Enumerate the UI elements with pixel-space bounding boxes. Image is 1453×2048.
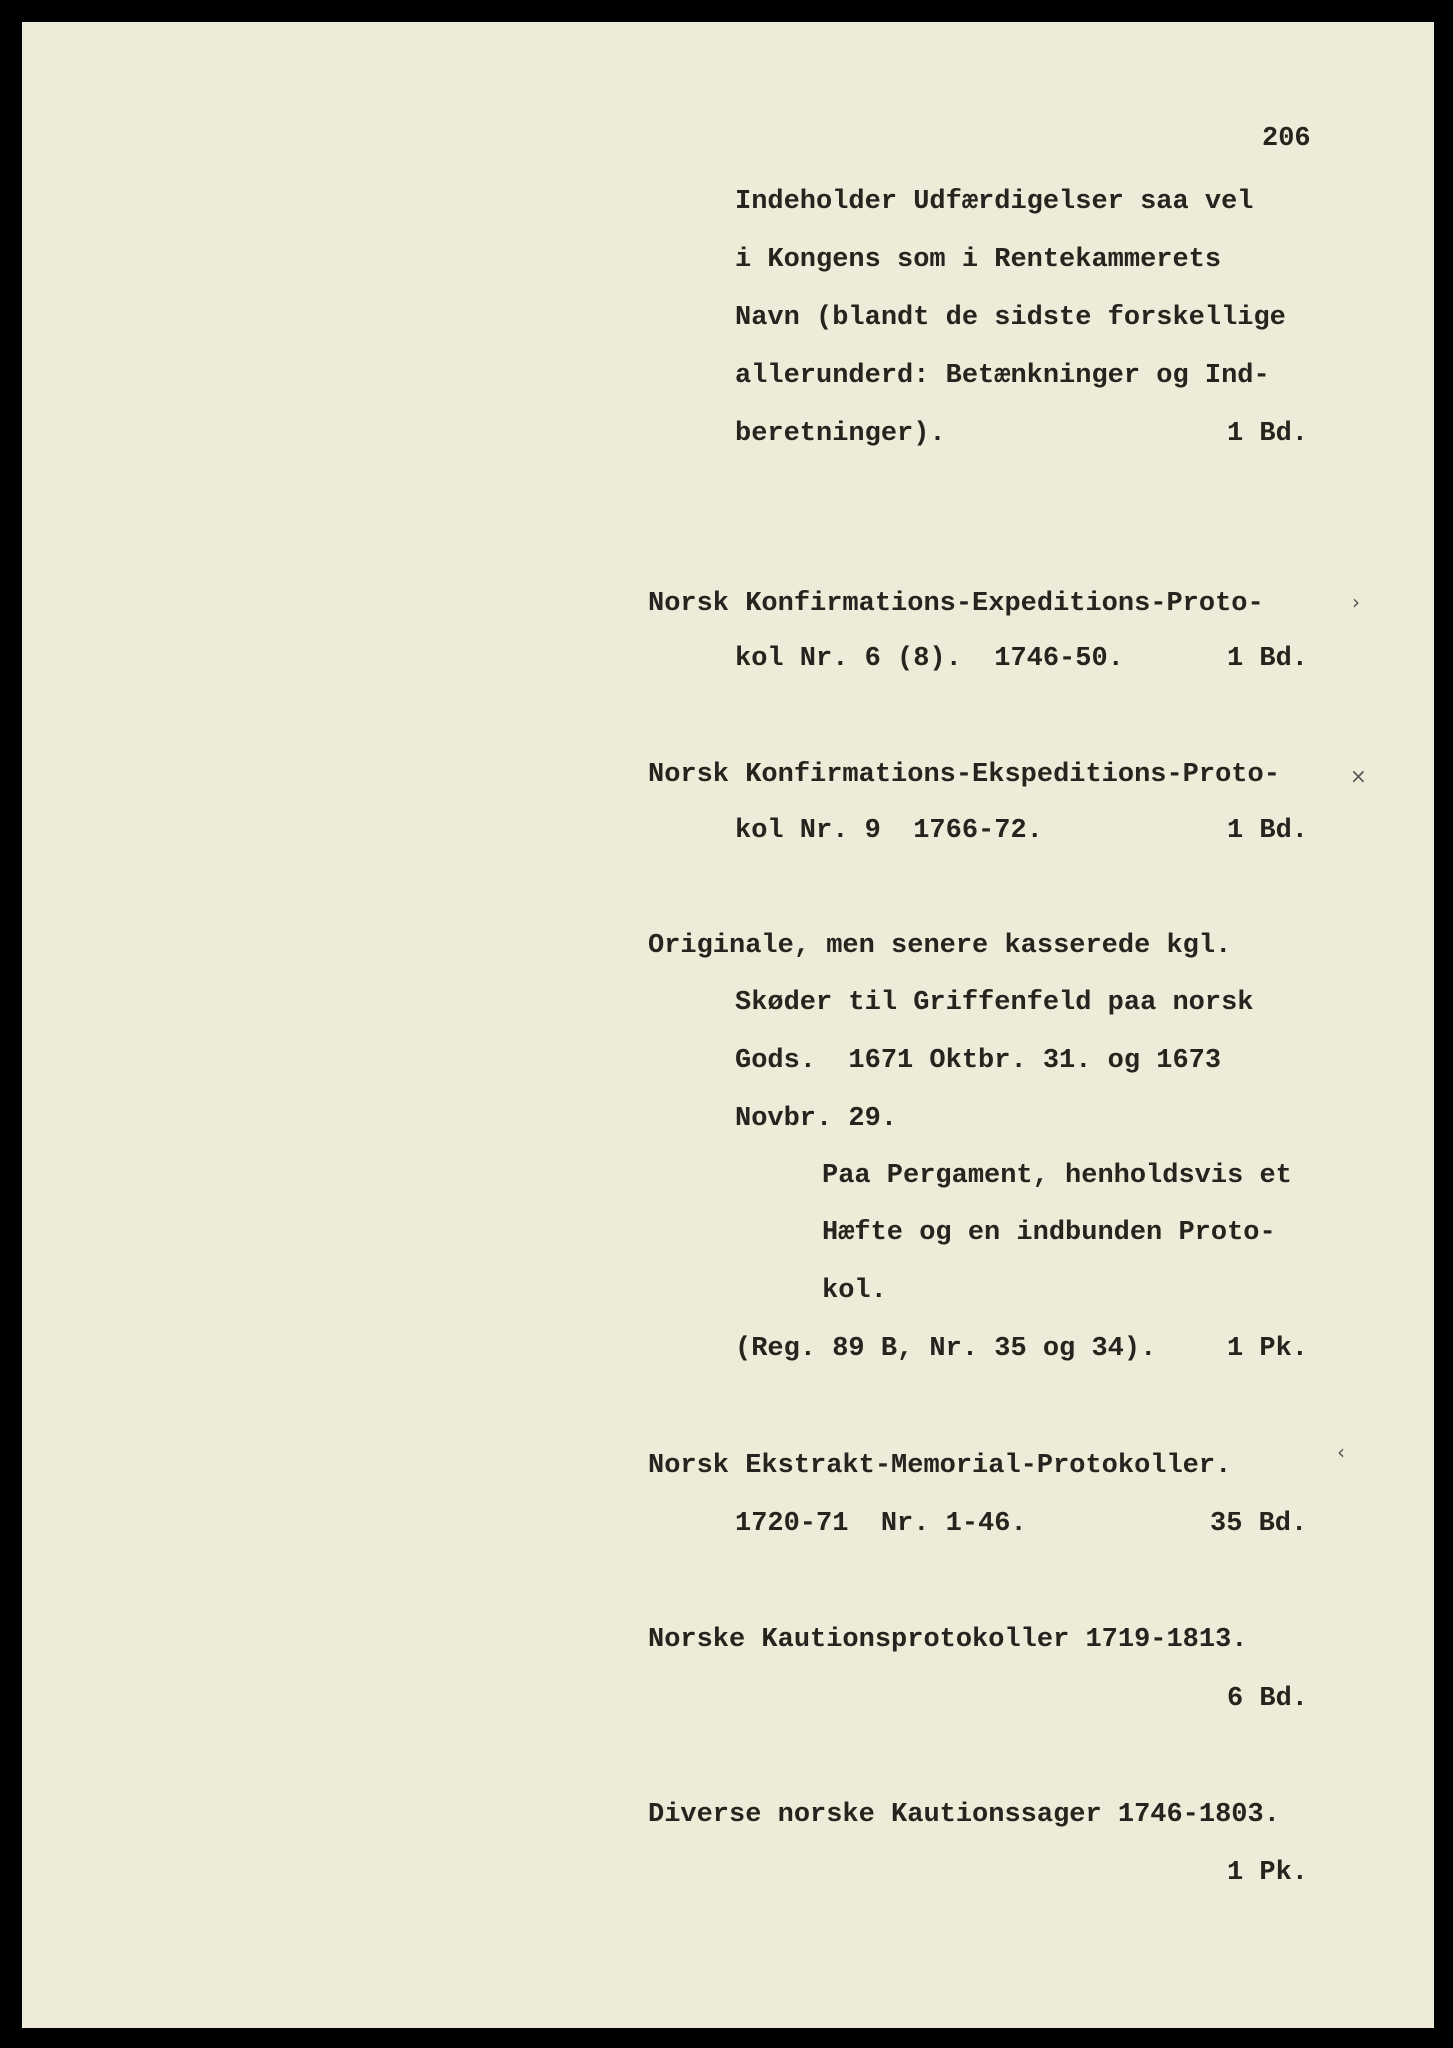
volume-count: 1 Pk. [1227, 1858, 1309, 1888]
entry-line: Novbr. 29. [735, 1104, 898, 1134]
margin-mark: › [1352, 590, 1360, 614]
entry-line: Norsk Konfirmations-Expeditions-Proto- [648, 589, 1264, 619]
entry-line: Gods. 1671 Oktbr. 31. og 1673 [735, 1046, 1222, 1076]
entry-line: allerunderd: Betænkninger og Ind- [735, 361, 1270, 391]
margin-mark: × [1350, 764, 1367, 788]
volume-count: 35 Bd. [1210, 1509, 1308, 1539]
entry-line: Norske Kautionsprotokoller 1719-1813. [648, 1625, 1248, 1655]
volume-count: 6 Bd. [1227, 1684, 1309, 1714]
entry-line: Navn (blandt de sidste forskellige [735, 303, 1286, 333]
entry-line: 1720-71 Nr. 1-46. [735, 1509, 1027, 1539]
entry-line: Indeholder Udfærdigelser saa vel [735, 187, 1254, 217]
volume-count: 1 Pk. [1227, 1334, 1309, 1364]
entry-line: Originale, men senere kasserede kgl. [648, 931, 1232, 961]
volume-count: 1 Bd. [1227, 419, 1309, 449]
volume-count: 1 Bd. [1227, 816, 1309, 846]
entry-line: (Reg. 89 B, Nr. 35 og 34). [735, 1334, 1157, 1364]
entry-line: kol. [822, 1276, 887, 1306]
entry-line: Norsk Konfirmations-Ekspeditions-Proto- [648, 760, 1280, 790]
entry-line: Diverse norske Kautionssager 1746-1803. [648, 1800, 1280, 1830]
entry-line: kol Nr. 6 (8). 1746-50. [735, 644, 1124, 674]
volume-count: 1 Bd. [1227, 644, 1309, 674]
page-number: 206 [1262, 124, 1311, 154]
entry-line: Paa Pergament, henholdsvis et [822, 1161, 1292, 1191]
entry-line: Norsk Ekstrakt-Memorial-Protokoller. [648, 1451, 1232, 1481]
entry-line: Skøder til Griffenfeld paa norsk [735, 988, 1254, 1018]
document-page [22, 22, 1434, 2028]
entry-line: i Kongens som i Rentekammerets [735, 245, 1222, 275]
entry-line: beretninger). [735, 419, 946, 449]
entry-line: kol Nr. 9 1766-72. [735, 816, 1043, 846]
margin-mark: ‹ [1337, 1440, 1345, 1464]
entry-line: Hæfte og en indbunden Proto- [822, 1218, 1276, 1248]
